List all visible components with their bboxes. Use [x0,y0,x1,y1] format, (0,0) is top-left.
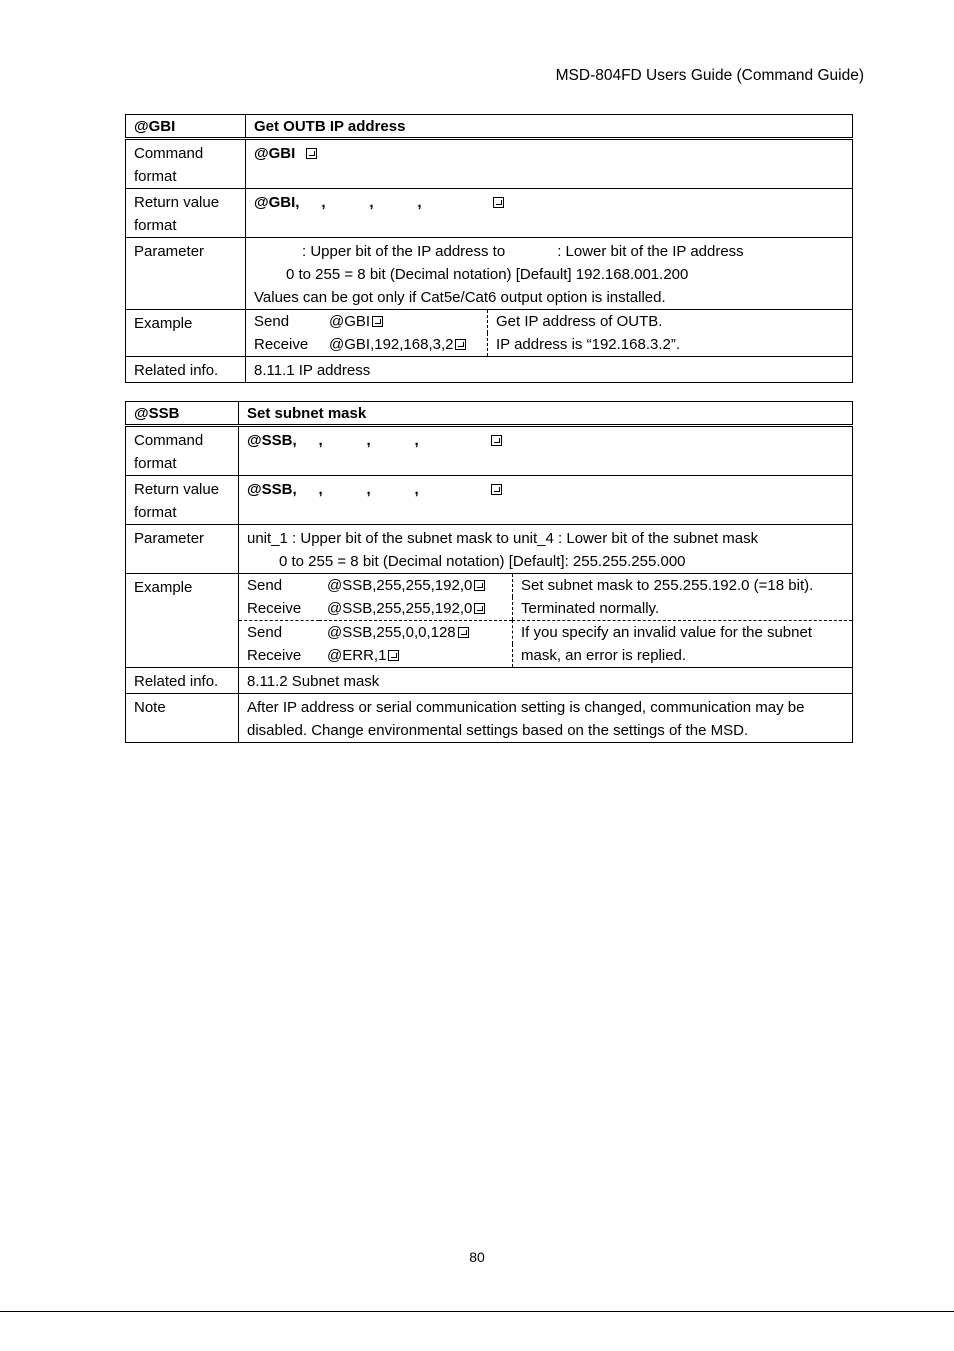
return-key-icon [372,316,383,327]
gbi-return-format-label: Return value format [126,189,246,238]
gbi-parameter: : Upper bit of the IP address to : Lower bit of the IP address 0 to 255 = 8 bit (Decimal notation) [Default] 192.168.001.200 Values can be got only if Cat5e/Cat6 output option is installed. [246,238,853,310]
return-key-icon [474,603,485,614]
ssb-return-format-label: Return value format [126,476,239,525]
ssb-command-table [125,401,853,743]
ssb-note: After IP address or serial communication setting is changed, communication may be disabled. Change environmental settings based on the settings of the MSD. [239,694,853,743]
page-header: MSD-804FD Users Guide (Command Guide) [555,67,864,84]
return-key-icon [306,148,317,159]
ssb-related: 8.11.2 Subnet mask [239,668,853,694]
gbi-example: Send @GBI Get IP address of OUTB. Receive @GBI,192,168,3,2 IP address is “192.168.3.2”. [246,310,853,357]
return-key-icon [493,197,504,208]
page-number: 80 [469,1249,485,1265]
gbi-parameter-label: Parameter [126,238,246,310]
return-key-icon [388,650,399,661]
gbi-related-label: Related info. [126,357,246,383]
return-key-icon [491,484,502,495]
footer-divider [0,1311,954,1312]
ssb-command-title: Set subnet mask [239,402,853,426]
gbi-command-format-label: Command format [126,139,246,189]
gbi-command-name: @GBI [126,115,246,139]
return-key-icon [458,627,469,638]
return-key-icon [455,339,466,350]
return-key-icon [474,580,485,591]
ssb-note-label: Note [126,694,239,743]
gbi-return-format: @GBI, , , , [246,189,853,238]
gbi-command-format: @GBI [246,139,853,189]
ssb-command-format: @SSB, , , , [239,426,853,476]
gbi-example-label: Example [126,310,246,357]
ssb-parameter-label: Parameter [126,525,239,574]
ssb-command-format-label: Command format [126,426,239,476]
gbi-command-table [125,114,853,383]
ssb-return-format: @SSB, , , , [239,476,853,525]
ssb-example-label: Example [126,574,239,668]
gbi-command-title: Get OUTB IP address [246,115,853,139]
gbi-related: 8.11.1 IP address [246,357,853,383]
return-key-icon [491,435,502,446]
ssb-example: Send @SSB,255,255,192,0 Set subnet mask to 255.255.192.0 (=18 bit). Receive @SSB,255,255,192,0 Terminated normally. Send @SSB,255,0,0,128 If you specify an invalid value for the subnet Receive @ERR,1 mask, an error is replied. [239,574,853,668]
ssb-command-name: @SSB [126,402,239,426]
ssb-parameter: unit_1 : Upper bit of the subnet mask to unit_4 : Lower bit of the subnet mask 0 to 255 = 8 bit (Decimal notation) [Default]: 255.255.255.000 [239,525,853,574]
ssb-related-label: Related info. [126,668,239,694]
